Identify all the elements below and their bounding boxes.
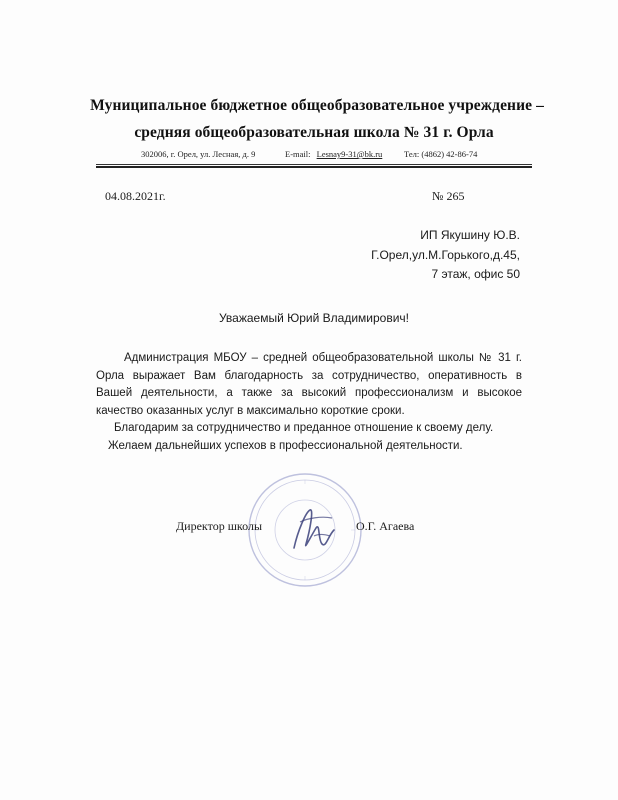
salutation xyxy=(0,311,618,325)
signatory-position: Директор школы xyxy=(176,519,263,533)
recipient-address-line1: Г.Орел,ул.М.Горького,д.45, xyxy=(371,248,520,262)
signatory-name: О.Г. Агаева xyxy=(356,519,415,533)
email-link[interactable]: Lesnay9-31@bk.ru xyxy=(316,149,383,159)
letter-number: № 265 xyxy=(432,189,465,203)
header-divider-thick xyxy=(96,166,532,168)
recipient-address-line2: 7 этаж, офис 50 xyxy=(431,267,520,281)
letter-body xyxy=(96,350,522,455)
salutation-text: Уважаемый Юрий Владимирович! xyxy=(218,311,410,325)
recipient-name: ИП Якушину Ю.В. xyxy=(420,228,520,242)
body-paragraph-3: Желаем дальнейших успехов в профессиональной деятельности. xyxy=(108,439,463,452)
body-paragraph-2: Благодарим за сотрудничество и преданное отношение к своему делу. xyxy=(114,422,494,434)
org-name-line2: средняя общеобразовательная школа № 31 г. Орла xyxy=(134,124,494,141)
header-divider-thin xyxy=(96,164,532,165)
org-address: 302006, г. Орел, ул. Лесная, д. 9 xyxy=(141,149,256,159)
letter-date: 04.08.2021г. xyxy=(105,189,166,203)
org-name-line1: Муниципальное бюджетное общеобразовательное учреждение – xyxy=(90,97,544,114)
org-phone: Тел: (4862) 42-86-74 xyxy=(404,149,478,159)
email-label: E-mail: xyxy=(285,149,311,159)
org-email xyxy=(285,149,382,159)
body-paragraph-1: Администрация МБОУ – средней общеобразовательной школы № 31 г. Орла выражает Вам благодарность за сотрудничество, оперативность в Вашей деятельности, а также за высокий профессионализм и высокое качество оказанных услуг в максимально короткие сроки. xyxy=(96,352,522,417)
handwritten-signature-icon xyxy=(284,500,344,560)
